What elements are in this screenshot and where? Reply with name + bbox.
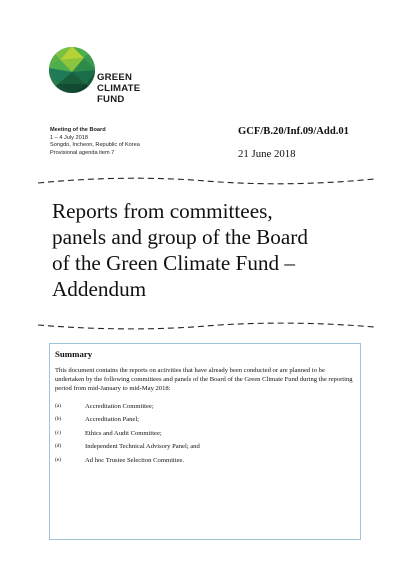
list-item-text: Ad hoc Trustee Selection Committee. [85,456,185,464]
summary-list [55,402,355,469]
meeting-agenda-item: Provisional agenda item 7 [50,149,115,156]
list-item-text: Accreditation Committee; [85,403,154,410]
summary-body: This document contains the reports on activities that have already been conducted or are planned to be undertaken by the following committees and panels of the Board of the Green Climate Fund during the reporting period from mid-January to mid-May 2018: [55,367,353,393]
document-date: 21 June 2018 [238,148,296,160]
title-line-4: Addendum [52,277,147,301]
list-item [55,402,355,415]
wave-divider-top [38,175,374,187]
title-line-3: of the Green Climate Fund – [52,251,296,275]
summary-box [49,343,361,540]
logo-line-3: FUND [97,93,125,105]
summary-heading: Summary [55,349,93,359]
list-item-text: Ethics and Audit Committee; [85,429,162,437]
list-item [55,415,355,428]
list-item [55,429,355,442]
meeting-title: Meeting of the Board [50,127,106,133]
title-line-2: panels and group of the Board [52,225,308,249]
globe-logo-icon [48,46,96,94]
wave-divider-bottom [38,320,374,332]
meeting-info [50,127,220,157]
meeting-location: Songdo, Incheon, Republic of Korea [50,142,140,149]
document-code: GCF/B.20/Inf.09/Add.01 [238,126,349,137]
logo-line-2: CLIMATE [97,82,141,94]
list-marker: (e) [55,456,61,463]
gcf-logo [48,46,158,116]
list-marker: (d) [55,443,62,450]
list-item [55,442,355,455]
title-line-1: Reports from committees, [52,199,273,223]
logo-line-1: GREEN [97,72,133,83]
logo-wordmark [97,73,140,105]
page-title [52,198,372,302]
list-item-text: Accreditation Panel; [85,416,140,424]
list-item-text: Independent Technical Advisory Panel; and [85,443,200,451]
list-marker: (b) [55,416,62,423]
list-marker: (a) [55,403,61,409]
list-item [55,456,355,469]
meeting-dates: 1 – 4 July 2018 [50,134,88,141]
list-marker: (c) [55,429,61,436]
